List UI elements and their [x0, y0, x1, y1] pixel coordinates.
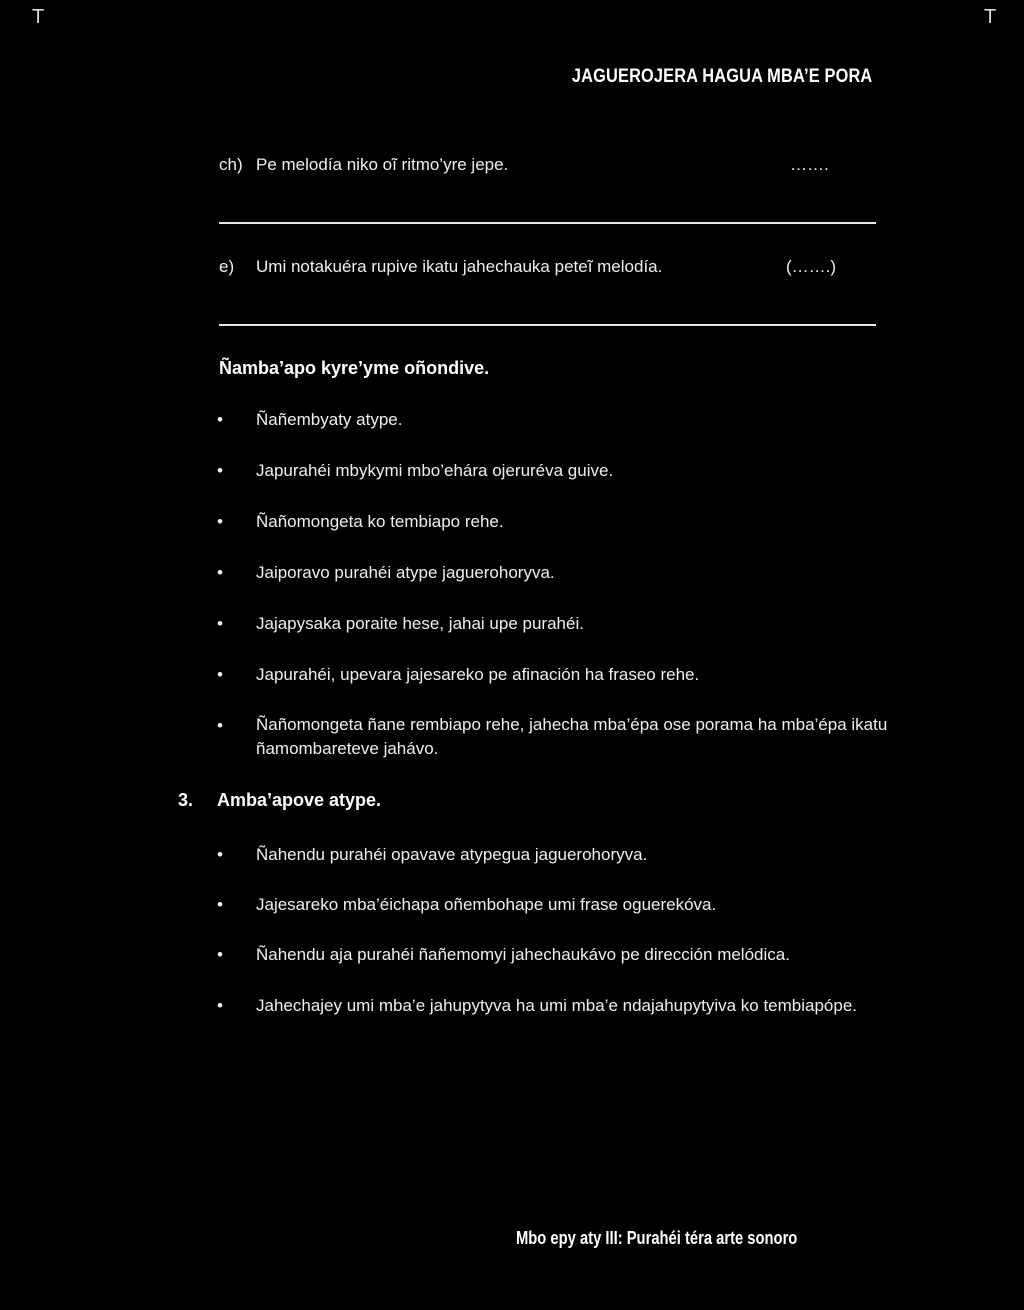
bullet-mark: •: [217, 845, 223, 864]
bullet-mark: •: [217, 410, 223, 429]
bullet-mark: •: [217, 614, 223, 633]
bullet-item: Japurahéi mbykymi mbo’ehára ojeruréva guive.: [256, 461, 614, 480]
item-label-e: e): [219, 257, 235, 276]
page-footer: Mbo epy aty III: Purahéi téra arte sonoro: [516, 1228, 798, 1248]
corner-mark-right: T: [984, 6, 997, 28]
item-text-ch: Pe melodía niko oĩ ritmo’yre jepe.: [256, 155, 509, 174]
bullet-mark: •: [217, 563, 223, 582]
divider-line-1: [219, 222, 876, 224]
section-3-number: 3.: [178, 790, 194, 810]
bullet-item: Ñahendu purahéi opavave atypegua jaguerohoryva.: [256, 845, 648, 864]
bullet-item: Japurahéi, upevara jajesareko pe afinación ha fraseo rehe.: [256, 665, 700, 684]
section-heading: Ñamba’apo kyre’yme oñondive.: [219, 358, 490, 378]
bullet-item: Jaiporavo purahéi atype jaguerohoryva.: [256, 563, 555, 582]
corner-mark-left: T: [32, 6, 45, 28]
bullet-item: Jajesareko mba’éichapa oñembohape umi frase oguerekóva.: [256, 895, 717, 914]
bullet-mark: •: [217, 461, 223, 480]
bullet-item: Ñañomongeta ko tembiapo rehe.: [256, 512, 504, 531]
bullet-mark: •: [217, 665, 223, 684]
divider-line-2: [219, 324, 876, 326]
bullet-item: Ñañembyaty atype.: [256, 410, 403, 429]
bullet-mark: •: [217, 716, 223, 735]
page-header-title: JAGUEROJERA HAGUA MBA’E PORA: [571, 66, 872, 87]
bullet-mark: •: [217, 895, 223, 914]
bullet-item: Ñahendu aja purahéi ñañemomyi jahechaukávo pe dirección melódica.: [256, 945, 790, 964]
item-text-e: Umi notakuéra rupive ikatu jahechauka peteĩ melodía.: [256, 257, 663, 276]
bullet-mark: •: [217, 996, 223, 1015]
bullet-item: Jajapysaka poraite hese, jahai upe purahéi.: [256, 614, 584, 633]
item-answer-e: (…….): [786, 257, 837, 276]
bullet-mark: •: [217, 945, 223, 964]
bullet-item: Jahechajey umi mba’e jahupytyva ha umi mba’e ndajahupytyiva ko tembiapópe.: [256, 996, 858, 1015]
item-answer-ch: …….: [790, 155, 829, 174]
bullet-item: Ñañomongeta ñane rembiapo rehe, jahecha mba’épa ose porama ha mba’épa ikatu ñamombareteve jahávo.: [256, 715, 888, 758]
section-3-title: Amba’apove atype.: [217, 790, 382, 810]
bullet-mark: •: [217, 512, 223, 531]
item-label-ch: ch): [219, 155, 243, 174]
